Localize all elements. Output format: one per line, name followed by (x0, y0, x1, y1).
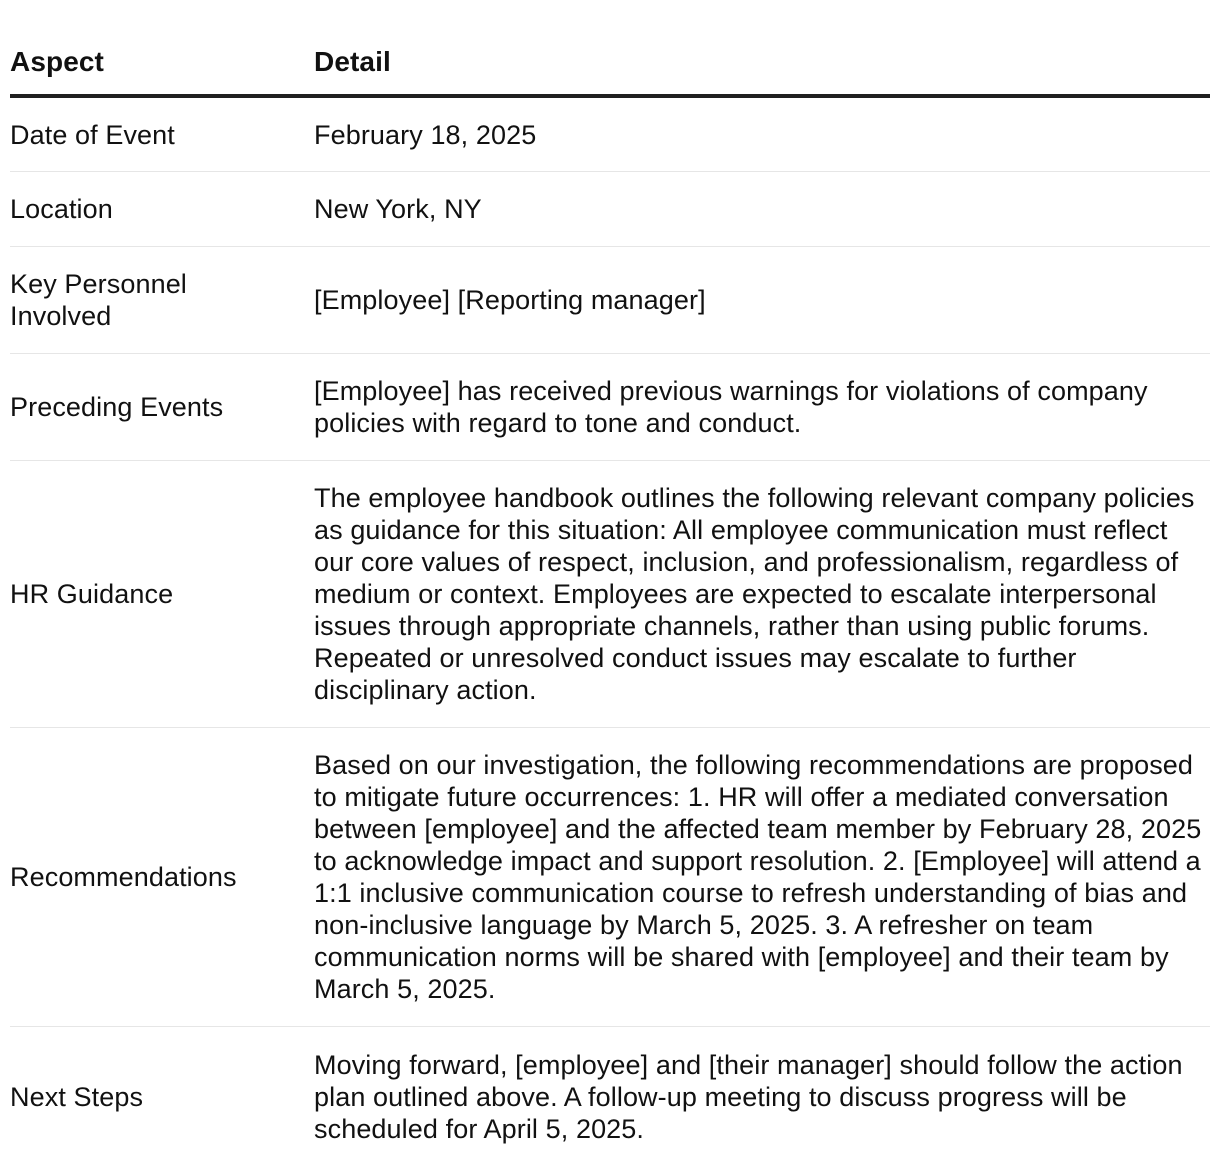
aspect-cell: Location (10, 172, 314, 247)
table-row-location (10, 172, 1210, 247)
aspect-cell: Preceding Events (10, 354, 314, 461)
detail-cell: [Employee] has received previous warnings for violations of company policies with regard to tone and conduct. (314, 354, 1210, 461)
table-header (10, 34, 1210, 96)
incident-report-table (10, 34, 1210, 1167)
detail-cell: Moving forward, [employee] and [their manager] should follow the action plan outlined above. A follow-up meeting to discuss progress will be scheduled for April 5, 2025. (314, 1050, 1183, 1144)
column-header-detail: Detail (314, 34, 1210, 96)
aspect-cell: Date of Event (10, 96, 314, 172)
column-header-aspect: Aspect (10, 34, 314, 96)
detail-cell: The employee handbook outlines the following relevant company policies as guidance for this situation: All employee communication must reflect our core values of respect, inclusion, and professionalism, regardless of medium or context. Employees are expected to escalate interpersonal issues through appropriate channels, rather than using public forums. Repeated or unresolved conduct issues may escalate to further disciplinary action. (314, 461, 1210, 728)
aspect-cell: Recommendations (10, 728, 314, 1027)
table-row-next-steps (10, 1027, 1210, 1168)
table-row-hr-guidance (10, 461, 1210, 728)
detail-cell: February 18, 2025 (314, 96, 1210, 172)
header-row (10, 34, 1210, 96)
aspect-cell: HR Guidance (10, 461, 314, 728)
table-row-recommendations (10, 728, 1210, 1027)
detail-cell: [Employee] [Reporting manager] (314, 247, 1210, 354)
table-body (10, 96, 1210, 1167)
detail-cell: Based on our investigation, the following recommendations are proposed to mitigate future occurrences: 1. HR will offer a mediated conversation between [employee] and the affected team member by February 28, 2025 to acknowledge impact and support resolution. 2. [Employee] will attend a 1:1 inclusive communication course to refresh understanding of bias and non-inclusive language by March 5, 2025. 3. A refresher on team communication norms will be shared with [employee] and their team by March 5, 2025. (314, 728, 1210, 1027)
table-row-key-personnel (10, 247, 1210, 354)
aspect-cell: Key Personnel Involved (10, 247, 314, 354)
table-row-date-of-event (10, 96, 1210, 172)
detail-cell: New York, NY (314, 172, 1210, 247)
aspect-cell: Next Steps (10, 1082, 144, 1112)
table-row-preceding-events (10, 354, 1210, 461)
